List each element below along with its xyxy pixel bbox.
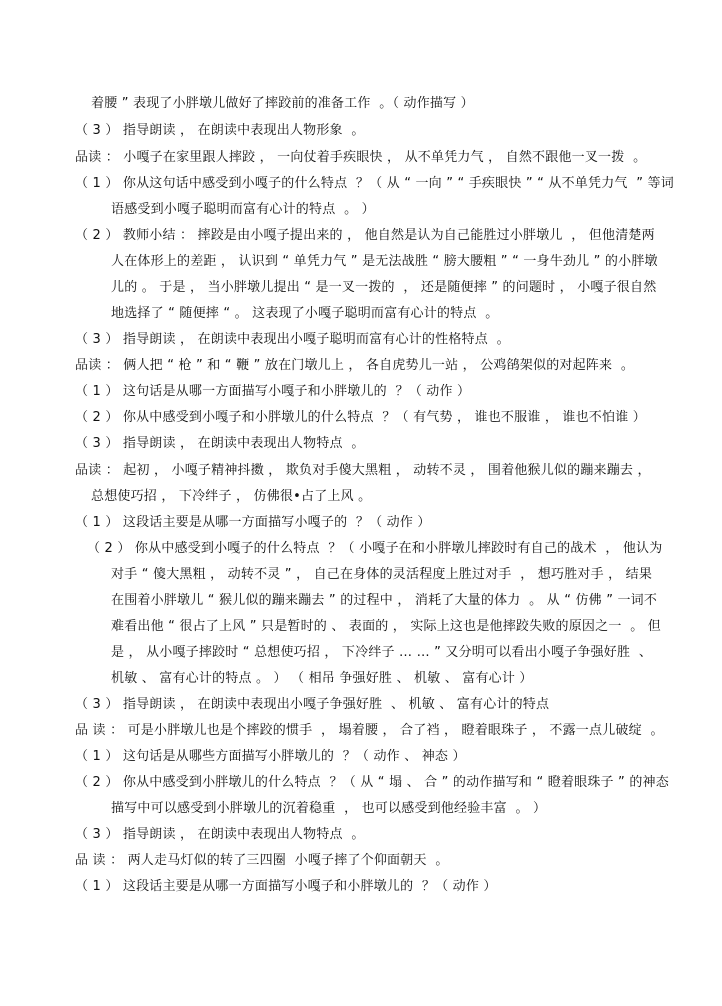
text-line: （ 3 ） 指导朗读 ， 在朗读中表现出人物形象 。 xyxy=(75,123,365,138)
text-line: 语感受到小嘎子聪明而富有心计的特点 。 ） xyxy=(111,202,375,217)
text-line: （ 1 ） 这段话主要是从哪一方面描写小嘎子的 ？（ 动作 ） xyxy=(75,515,431,530)
text-line: 品 读 ： 可是小胖墩儿也是个摔跤的惯手 ， 塌着腰 ， 合了裆 ， 瞪着眼珠子 ， 不露一点儿破绽 。 xyxy=(75,723,664,738)
text-line: 品 读 ： 两人走马灯似的转了三四圈 小嘎子摔了个仰面朝天 。 xyxy=(75,853,449,868)
text-line: 地选择了 “ 随便摔 “ 。 这表现了小嘎子聪明而富有心计的特点 。 xyxy=(111,306,499,321)
text-line: （ 2 ） 教师小结 ： 摔跤是由小嘎子提出来的 ， 他自然是认为自己能胜过小胖墩儿 ， 但他清楚两 xyxy=(75,228,655,243)
text-line: 着腰 ” 表现了小胖墩儿做好了摔跤前的准备工作 。（ 动作描写 ） xyxy=(91,96,474,111)
text-line: （ 3 ） 指导朗读 ， 在朗读中表现出小嘎子争强好胜 、 机敏 、 富有心计的特点 xyxy=(75,697,550,712)
text-line: （ 3 ） 指导朗读 ， 在朗读中表现出小嘎子聪明而富有心计的性格特点 。 xyxy=(75,332,510,347)
text-line: 对手 “ 傻大黑粗 ， 动转不灵 ” ， 自己在身体的灵活程度上胜过对手 ， 想巧胜对手 ， 结果 xyxy=(111,567,653,582)
text-line: 是 ， 从小嘎子摔跤时 “ 总想使巧招 ， 下冷绊子 … … ” 又分明可以看出小嘎子争强好胜 、 xyxy=(111,645,653,660)
text-line: 品读 ： 俩人把 “ 枪 ” 和 “ 鞭 ” 放在门墩儿上 ， 各自虎势儿一站 ， 公鸡鹐架似的对起阵来 。 xyxy=(75,358,635,373)
text-line: 描写中可以感受到小胖墩儿的沉着稳重 ， 也可以感受到他经验丰富 。 ） xyxy=(111,801,547,816)
text-line: 人在体形上的差距 ， 认识到 “ 单凭力气 ” 是无法战胜 “ 膀大腰粗 ” “ 一身牛劲儿 ” 的小胖墩 xyxy=(111,254,658,269)
text-line: （ 2 ） 你从中感受到小胖墩儿的什么特点 ？（ 从 “ 塌 、 合 ” 的动作描写和 “ 瞪着眼珠子 ” 的神态 xyxy=(75,775,669,790)
text-line: 品读 ： 起初 ， 小嘎子精神抖擞 ， 欺负对手傻大黑粗 ， 动转不灵 ， 围着他猴儿似的蹦来蹦去 ， xyxy=(75,463,651,478)
text-line: 机敏 、 富有心计的特点 。 ） （ 相吊 争强好胜 、 机敏 、 富有心计 ） xyxy=(111,671,533,686)
text-line: 难看出他 “ 很占了上风 ” 只是暂时的 、 表面的 ， 实际上这也是他摔跤失败的原因之一 。 但 xyxy=(111,619,661,634)
text-line: 儿的 。 于是 ， 当小胖墩儿提出 “ 是一叉一拨的 ， 还是随便摔 ” 的问题时 ， 小嘎子很自然 xyxy=(111,280,657,295)
text-line: 品读 ： 小嘎子在家里跟人摔跤 ， 一向仗着手疾眼快 ， 从不单凭力气 ， 自然不跟他一叉一拨 。 xyxy=(75,150,647,165)
text-line: 总想使巧招 ， 下冷绊子 ， 仿佛很•占了上风 。 xyxy=(91,489,372,504)
text-line: （ 3 ） 指导朗读 ， 在朗读中表现出人物特点 。 xyxy=(75,436,365,451)
text-line: （ 1 ） 你从这句话中感受到小嘎子的什么特点 ？（ 从 “ 一向 ” “ 手疾眼快 ” “ 从不单凭力气 ” 等词 xyxy=(75,176,674,191)
text-line: （ 1 ） 这段话主要是从哪一方面描写小嘎子和小胖墩儿的 ？（ 动作 ） xyxy=(75,879,497,894)
text-line: （ 2 ） 你从中感受到小嘎子和小胖墩儿的什么特点 ？（ 有气势 ， 谁也不服谁 ， 谁也不怕谁 ） xyxy=(75,410,646,425)
text-line: （ 3 ） 指导朗读 ， 在朗读中表现出人物特点 。 xyxy=(75,827,365,842)
text-line: 在围着小胖墩儿 “ 猴儿似的蹦来蹦去 ” 的过程中 ， 消耗了大量的体力 。 从 “ 仿佛 ” 一词不 xyxy=(111,593,658,608)
text-line: （ 1 ） 这句话是从哪些方面描写小胖墩儿的 ？（ 动作 、 神态 ） xyxy=(75,749,466,764)
text-line: （ 2 ） 你从中感受到小嘎子的什么特点 ？（ 小嘎子在和小胖墩儿摔跤时有自己的战术 ， 他认为 xyxy=(87,541,663,556)
text-line: （ 1 ） 这句话是从哪一方面描写小嘎子和小胖墩儿的 ？（ 动作 ） xyxy=(75,384,471,399)
